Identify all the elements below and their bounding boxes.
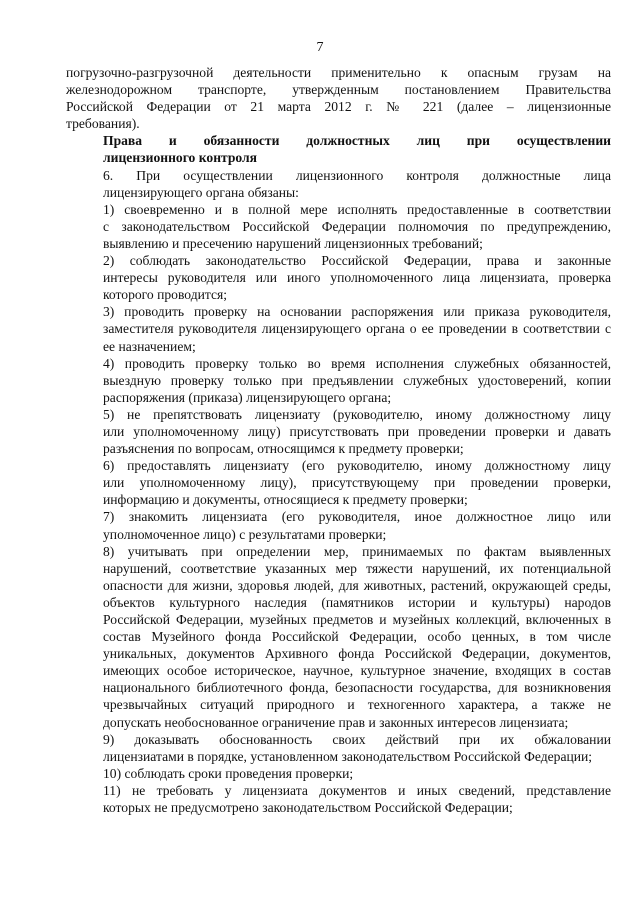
paragraph bbox=[66, 731, 611, 765]
text-line: 2) соблюдать законодательство Российской Федерации, права и законные bbox=[103, 253, 611, 269]
document-body bbox=[66, 64, 611, 816]
text-line: информацию и документы, относящиеся к предмету проверки; bbox=[103, 492, 468, 508]
text-line: Российской Федерации от 21 марта 2012 г. № 221 (далее – лицензионные bbox=[66, 99, 611, 115]
text-line: лицензиатами в порядке, установленном законодательством Российской Федерации; bbox=[103, 748, 593, 764]
text-line: чрезвычайных ситуаций природного и техногенного характера, а также не bbox=[103, 697, 611, 713]
text-line: выявлению и пресечению нарушений лицензионных требований; bbox=[103, 235, 483, 251]
text-line: нарушений, соответствие указанных мер тяжести нарушений, их потенциальной bbox=[103, 560, 611, 576]
text-line: погрузочно-разгрузочной деятельности применительно к опасным грузам на bbox=[66, 65, 611, 80]
text-line: национального библиотечного фонда, безопасности государства, для возникновения bbox=[103, 680, 611, 696]
text-line: Российской Федерации, музейных предметов и музейных коллекций, включенных в bbox=[103, 612, 611, 627]
text-line: с законодательством Российской Федерации полномочия по предупреждению, bbox=[103, 218, 611, 234]
paragraph bbox=[66, 508, 611, 542]
paragraph bbox=[66, 765, 611, 782]
section-heading bbox=[66, 132, 611, 166]
paragraph bbox=[66, 201, 611, 252]
text-line: имеющих особое историческое, научное, культурное значение, входящих в состав bbox=[103, 663, 611, 679]
text-line: 10) соблюдать сроки проведения проверки; bbox=[103, 765, 354, 781]
paragraph bbox=[66, 167, 611, 201]
page-number: 7 bbox=[316, 40, 324, 55]
paragraph bbox=[66, 355, 611, 406]
text-line: 11) не требовать у лицензиата документов и иных сведений, представление bbox=[103, 782, 611, 798]
text-line: лицензионного контроля bbox=[103, 150, 258, 166]
text-line: требования). bbox=[66, 116, 140, 132]
paragraph bbox=[66, 457, 611, 508]
text-line: Права и обязанности должностных лиц при осуществлении bbox=[103, 133, 611, 149]
text-line: опасности для жизни, здоровья людей, для животных, растений, окружающей среды, bbox=[103, 577, 611, 593]
text-line: распоряжения (приказа) лицензирующего органа; bbox=[103, 389, 392, 405]
text-line: 8) учитывать при определении мер, принимаемых по фактам выявленных bbox=[103, 543, 611, 559]
paragraph bbox=[66, 252, 611, 303]
text-line: интересы руководителя или иного уполномоченного лица лицензиата, проверка bbox=[103, 270, 611, 286]
text-line: 6) предоставлять лицензиату (его руководителю, иному должностному лицу bbox=[103, 458, 611, 474]
text-line: железнодорожном транспорте, утвержденным постановлением Правительства bbox=[66, 82, 611, 98]
text-line: ее назначением; bbox=[103, 338, 196, 354]
text-line: выездную проверку только при предъявлении служебных удостоверений, копии bbox=[103, 372, 611, 388]
text-line: которых не предусмотрено законодательством Российской Федерации; bbox=[103, 800, 513, 816]
paragraph bbox=[66, 543, 611, 731]
text-line: 3) проводить проверку на основании распоряжения или приказа руководителя, bbox=[103, 304, 611, 320]
text-line: лицензирующего органа обязаны: bbox=[103, 184, 299, 200]
text-line: 5) не препятствовать лицензиату (руководителю, иному должностному лицу bbox=[103, 406, 611, 422]
text-line: 4) проводить проверку только во время исполнения служебных обязанностей, bbox=[103, 355, 611, 371]
text-line: 7) знакомить лицензиата (его руководителя, иное должностное лицо или bbox=[103, 509, 611, 525]
text-line: разъяснения по вопросам, относящимся к предмету проверки; bbox=[103, 441, 464, 457]
text-line: 1) своевременно и в полной мере исполнять предоставленные в соответствии bbox=[103, 201, 611, 217]
paragraph bbox=[66, 406, 611, 457]
text-line: 9) доказывать обоснованность своих действий при их обжаловании bbox=[103, 731, 611, 747]
text-line: или уполномоченному лицу), присутствующему при проведении проверки, bbox=[103, 475, 611, 491]
text-line: объектов культурного наследия (памятников истории и культуры) народов bbox=[103, 594, 611, 610]
text-line: уполномоченное лицо) с результатами проверки; bbox=[103, 526, 387, 542]
paragraph bbox=[66, 64, 611, 132]
text-line: заместителя руководителя лицензирующего органа о ее проведении в соответствии с bbox=[103, 321, 611, 337]
text-line: 6. При осуществлении лицензионного контроля должностные лица bbox=[103, 167, 611, 183]
paragraph bbox=[66, 303, 611, 354]
text-line: уникальных, документов Архивного фонда Российской Федерации, документов, bbox=[103, 646, 611, 662]
text-line: или уполномоченному лицу) присутствовать при проведении проверки и давать bbox=[103, 423, 611, 439]
text-line: допускать необоснованное ограничение прав и законных интересов лицензиата; bbox=[103, 714, 569, 730]
paragraph bbox=[66, 782, 611, 816]
text-line: состав Музейного фонда Российской Федерации, особо ценных, в том числе bbox=[103, 629, 611, 645]
text-line: которого проводится; bbox=[103, 287, 228, 303]
